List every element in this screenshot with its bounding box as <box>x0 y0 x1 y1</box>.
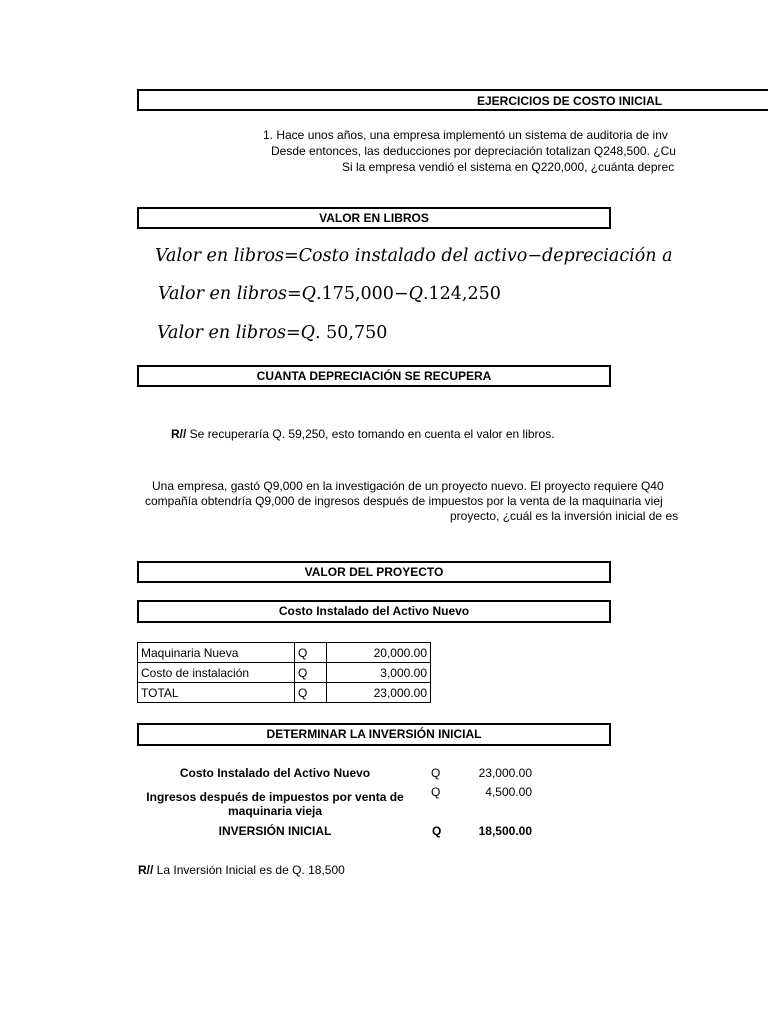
inversion-row-1-amount: 23,000.00 <box>478 766 532 780</box>
inversion-row-2-currency: Q <box>431 785 441 799</box>
inversion-row-2-label-line-1: Ingresos después de impuestos por venta de <box>146 790 404 804</box>
row-amount: 20,000.00 <box>327 643 431 663</box>
exercise-2-text <box>140 479 688 529</box>
depreciacion-header-label: CUANTA DEPRECIACIÓN SE RECUPERA <box>256 369 492 383</box>
formula-2-rest: .175,000− <box>316 284 409 304</box>
formula-2-italic-2: Q <box>408 284 423 304</box>
formula-book-value-result <box>157 323 687 343</box>
row-label: Maquinaria Nueva <box>138 643 295 663</box>
formula-2-italic: Valor en libros=Q <box>158 284 317 304</box>
answer-1-label: R// <box>171 427 187 441</box>
row-amount: 3,000.00 <box>327 663 431 683</box>
formula-book-value-definition <box>155 246 688 266</box>
row-currency: Q <box>295 643 327 663</box>
table-row <box>138 643 431 663</box>
inversion-header <box>137 723 611 746</box>
inversion-row-3-currency: Q <box>432 824 442 838</box>
row-amount: 23,000.00 <box>327 683 431 703</box>
page-title: EJERCICIOS DE COSTO INICIAL <box>477 94 663 108</box>
inversion-row-3-label: INVERSIÓN INICIAL <box>218 824 332 838</box>
exercise-2-line-3: proyecto, ¿cuál es la inversión inicial de es <box>450 509 679 523</box>
costo-instalado-header <box>137 600 611 623</box>
depreciacion-header <box>137 365 611 387</box>
table-row <box>138 683 431 703</box>
valor-libros-header <box>137 207 611 229</box>
title-box <box>137 89 768 111</box>
formula-3-italic: Valor en libros=Q <box>157 323 316 343</box>
inversion-row-3-amount: 18,500.00 <box>478 824 532 838</box>
installed-cost-table <box>137 642 431 703</box>
inversion-row-2-label-line-2: maquinaria vieja <box>227 804 323 818</box>
exercise-1-line-2: Desde entonces, las deducciones por depreciación totalizan Q248,500. ¿Cu <box>271 144 676 158</box>
formula-1-text: Valor en libros=Costo instalado del activo−depreciación a <box>155 246 673 266</box>
inversion-row-1-label: Costo Instalado del Activo Nuevo <box>179 766 371 780</box>
row-currency: Q <box>295 683 327 703</box>
exercise-1-line-1: 1. Hace unos años, una empresa implementó un sistema de auditoria de inv <box>263 128 668 142</box>
row-label: Costo de instalación <box>138 663 295 683</box>
inversion-row-2-amount: 4,500.00 <box>485 785 532 799</box>
valor-libros-header-label: VALOR EN LIBROS <box>319 211 429 225</box>
valor-proyecto-header-label: VALOR DEL PROYECTO <box>304 565 444 579</box>
answer-1 <box>171 427 555 441</box>
inversion-row-1-currency: Q <box>431 766 441 780</box>
answer-2-label: R// <box>138 863 154 877</box>
exercise-2-line-2: compañía obtendría Q9,000 de ingresos después de impuestos por la venta de la maquinaria viej <box>145 494 663 508</box>
formula-book-value-substitution <box>158 284 688 304</box>
answer-2-text: La Inversión Inicial es de Q. 18,500 <box>153 863 345 877</box>
exercise-2-line-1: Una empresa, gastó Q9,000 en la investigación de un proyecto nuevo. El proyecto requiere Q40 <box>152 479 664 493</box>
exercise-1-line-3: Si la empresa vendió el sistema en Q220,000, ¿cuánta deprec <box>342 160 675 174</box>
valor-proyecto-header <box>137 561 611 583</box>
formula-3-rest: . 50,750 <box>315 323 388 343</box>
row-currency: Q <box>295 663 327 683</box>
answer-2 <box>138 863 345 877</box>
table-row <box>138 663 431 683</box>
costo-instalado-header-label: Costo Instalado del Activo Nuevo <box>278 604 470 618</box>
inversion-header-label: DETERMINAR LA INVERSIÓN INICIAL <box>266 727 482 741</box>
answer-1-text: Se recuperaría Q. 59,250, esto tomando en cuenta el valor en libros. <box>186 427 555 441</box>
exercise-1-text <box>140 128 688 178</box>
formula-2-rest-2: .124,250 <box>422 284 501 304</box>
row-label: TOTAL <box>138 683 295 703</box>
